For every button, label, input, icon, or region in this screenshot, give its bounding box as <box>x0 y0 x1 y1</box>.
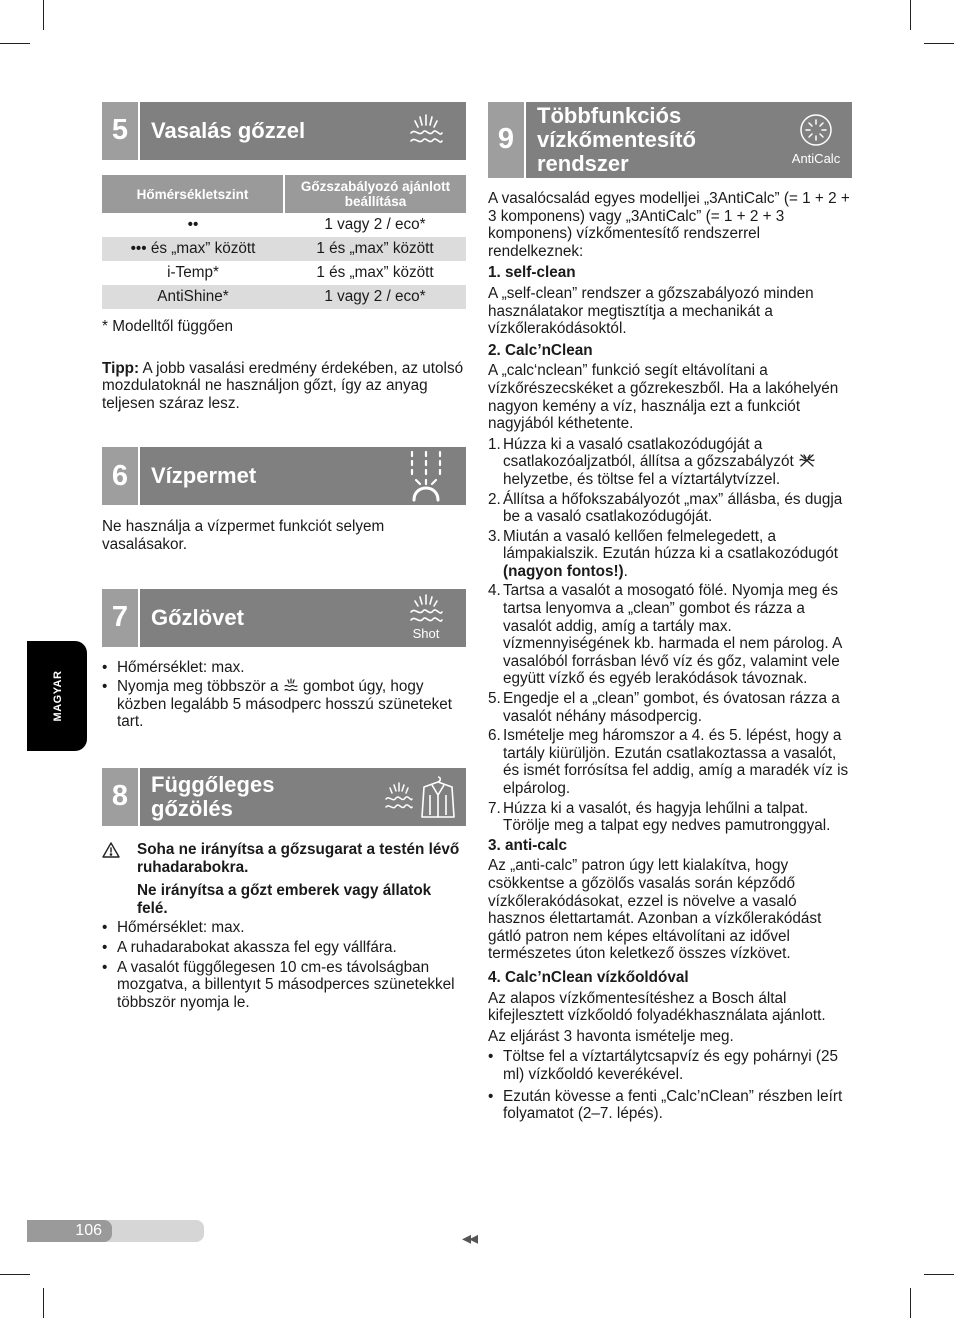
section-7-header <box>102 589 466 647</box>
table-row <box>102 261 466 285</box>
list-item: • Hőmérséklet: max. <box>102 659 466 677</box>
table-cell: 1 vagy 2 / eco* <box>284 285 466 309</box>
crop-mark <box>43 1288 44 1318</box>
page-number-bar <box>27 1220 204 1242</box>
list-text: Nyomja meg többször a <box>117 678 283 696</box>
step-number: 5. <box>488 690 501 708</box>
step-text: Engedje el a „clean” gombot, és óvatosan rázza a vasalót néhány másodpercig. <box>503 690 840 725</box>
section-number: 8 <box>102 768 140 826</box>
table-cell: i-Temp* <box>167 264 219 282</box>
table-row <box>102 237 466 261</box>
section-title: Vasalás gőzzel <box>151 118 306 143</box>
descaler-list <box>488 1048 852 1122</box>
crop-mark <box>910 1288 911 1318</box>
paragraph: Az alapos vízkőmentesítéshez a Bosch által kifejlesztett vízkőoldó folyadékhasználata ajánlott. <box>488 989 826 1025</box>
crop-mark <box>0 1274 30 1275</box>
table-row <box>102 213 466 237</box>
step-number: 6. <box>488 727 501 745</box>
subheading: 3. anti-calc <box>488 836 568 854</box>
icon-caption: AntiCalc <box>791 151 841 167</box>
table-cell: 1 és „max” között <box>284 237 466 261</box>
left-column <box>102 102 466 1013</box>
spray-icon <box>386 447 466 505</box>
footnote: * Modelltől függően <box>102 318 233 335</box>
step-text: Húzza ki a vasalót, és hagyja lehűlni a talpat. Törölje meg a talpat egy nedves pamutronggyal. <box>503 799 831 835</box>
section-9-header <box>488 102 852 178</box>
step-text: Húzza ki a vasaló csatlakozódugóját a csatlakozóaljzatból, állítsa a gőzszabályzót <box>503 435 799 471</box>
title-line: Függőleges <box>151 771 275 797</box>
list-item: • A vasalót függőlegesen 10 cm-es távolságban mozgatva, a billentyıt 5 másodperces szünetekkel többször nyomja le. <box>102 959 466 1012</box>
table-cell: ••• és „max” között <box>102 237 284 261</box>
crop-mark <box>0 43 30 44</box>
list-item: • A ruhadarabokat akassza fel egy vállfára. <box>102 939 466 957</box>
warning-block <box>102 841 466 917</box>
intro-text: A vasalócsalád egyes modelljei „3AntiCalc” (= 1 + 2 + 3 komponens) vagy „3AntiCalc” (= 1 + 2 + 3 komponens) vízkőmentesítő rendszerrel rendelkeznek: <box>488 190 850 260</box>
temperature-table <box>102 175 466 309</box>
step-number: 4. <box>488 582 501 600</box>
step-text: Miután a vasaló kellően felmelegedett, a lámpakialszik. Ezután húzza ki a csatlakozódugót <box>503 527 839 563</box>
paragraph: Az eljárást 3 havonta ismételje meg. <box>488 1027 734 1045</box>
section-number: 7 <box>102 589 140 647</box>
title-line: Többfunkciós <box>537 103 682 128</box>
step-text: Tartsa a vasalót a mosogató fölé. Nyomja meg és tartsa lenyomva a „clean” gombot és rázza a vasalót addig, amíg a tartály max. vízmennyiségének kb. harmada el nem párolog. A vasalóból forrásban lévő víz és gőz, valamint vele együtt vízkő és egyéb lerakódások távoznak. <box>503 582 842 688</box>
section-number: 9 <box>488 102 526 178</box>
table-cell: 1 vagy 2 / eco* <box>324 216 426 234</box>
title-line: gőzölés <box>151 795 233 821</box>
vertical-steam-list <box>102 919 466 1011</box>
table-row <box>102 285 466 309</box>
subheading: 1. self-clean <box>488 264 576 282</box>
shot-list <box>102 659 466 731</box>
nav-arrows: ◂◂ <box>462 1228 477 1248</box>
list-item <box>488 800 852 835</box>
page-number: 106 <box>27 1220 112 1242</box>
anticalc-icon <box>780 102 852 178</box>
table-cell: AntiShine* <box>102 285 284 309</box>
subheading: 2. Calc’nClean <box>488 341 593 359</box>
section-title: Vízpermet <box>151 463 257 489</box>
list-item <box>488 528 852 581</box>
warning-text: Ne irányítsa a gőzt emberek vagy állatok felé. <box>137 882 432 917</box>
paragraph: A „calc‘nclean” funkció segít eltávolítani a vízkőrészecskéket a gőzrekeszből. Ha a lakóhelyén nagyon kemény a víz, használja ezt a funkciót nagyjából kéthetente. <box>488 362 839 433</box>
list-item <box>488 436 852 489</box>
steam-icon <box>386 102 466 160</box>
section-number: 6 <box>102 447 140 505</box>
list-item: • Hőmérséklet: max. <box>102 919 466 937</box>
list-item <box>488 582 852 688</box>
section-title <box>140 768 374 826</box>
table-cell: •• <box>187 216 199 234</box>
step-text: helyzetbe, és töltse fel a víztartálytvízzel. <box>503 470 781 488</box>
paragraph: A „self-clean” rendszer a gőzszabályozó minden használatakor megtisztítja a mechanikát a vízkőlerakódásoktól. <box>488 284 814 338</box>
step-number: 3. <box>488 527 501 545</box>
crop-mark <box>43 0 44 30</box>
calcnclean-steps <box>488 436 852 835</box>
list-item: • Töltse fel a víztartálytcsapvíz és egy pohárnyi (25 ml) vízkőoldó keverékével. <box>488 1048 852 1083</box>
language-label: MAGYAR <box>52 670 64 722</box>
list-item <box>488 727 852 797</box>
step-number: 1. <box>488 435 501 453</box>
section-8-header <box>102 768 466 826</box>
section-6-header <box>102 447 466 505</box>
icon-caption: Shot <box>412 625 440 641</box>
step-text: Ismételje meg háromszor a 4. és 5. lépést, hogy a tartály kiürüljön. Ezután csatlakoztassa a vasalót, és ismét forrósítsa fel addig, amíg a maradék víz is elpárolog. <box>503 727 849 797</box>
step-text: . <box>623 562 628 580</box>
language-tab <box>27 641 87 751</box>
table-header: Gőzszabályozó ajánlott beállítása <box>284 175 466 213</box>
step-text-bold: (nagyon fontos!) <box>503 562 624 580</box>
section-title <box>526 102 780 178</box>
steam-shot-icon <box>386 589 466 647</box>
section-title: Gőzlövet <box>151 604 244 630</box>
section-number: 5 <box>102 102 140 160</box>
paragraph: Az „anti-calc” patron úgy lett kialakítva, hogy csökkentse a gőzölős vasalás során képződő vízkőlerakódásokat, ezzel is növelve a vasaló hasznos élettartamát. Azonban a vízkőlerakódást gátló patron nem képes eltávolítani az idővel természetes úton keletkező összes vízkövet. <box>488 857 822 963</box>
title-line: rendszer <box>537 151 629 176</box>
step-number: 2. <box>488 490 501 508</box>
subheading: 4. Calc’nClean vízkőoldóval <box>488 968 689 986</box>
step-text: Állítsa a hőfokszabályozót „max” állásba, és dugja be a vasaló csatlakozódugóját. <box>503 490 843 526</box>
list-item <box>488 491 852 526</box>
list-item <box>102 678 466 731</box>
list-item: • Ezután kövesse a fenti „Calc’nClean” részben leírt folyamatot (2–7. lépés). <box>488 1088 852 1123</box>
title-line: vízkőmentesítő <box>537 127 696 152</box>
section-5-header <box>102 102 466 160</box>
crop-mark <box>924 1274 954 1275</box>
tip-text: A jobb vasalási eredmény érdekében, az utolsó mozdulatoknál ne használjon gőzt, így az anyag teljesen száraz lesz. <box>102 359 464 412</box>
crop-mark <box>924 43 954 44</box>
warning-icon <box>102 842 120 863</box>
step-number: 7. <box>488 799 501 817</box>
list-item <box>488 690 852 725</box>
list-text: gombot úgy, hogy közben legalább 5 másodperc hosszú szüneteket tart. <box>117 678 453 731</box>
calc-position-icon <box>798 453 816 468</box>
table-header: Hőmérsékletszint <box>102 175 284 213</box>
vertical-steam-icon <box>374 768 466 826</box>
warning-text: Soha ne irányítsa a gőzsugarat a testén lévő ruhadarabokra. <box>137 840 460 876</box>
tip-paragraph <box>102 360 466 413</box>
crop-mark <box>910 0 911 30</box>
steam-button-icon <box>283 678 299 692</box>
spray-text: Ne használja a vízpermet funkciót selyem vasalásakor. <box>102 518 385 553</box>
table-cell: 1 és „max” között <box>316 264 434 282</box>
right-column <box>488 102 852 1125</box>
tip-label: Tipp: <box>102 359 140 377</box>
